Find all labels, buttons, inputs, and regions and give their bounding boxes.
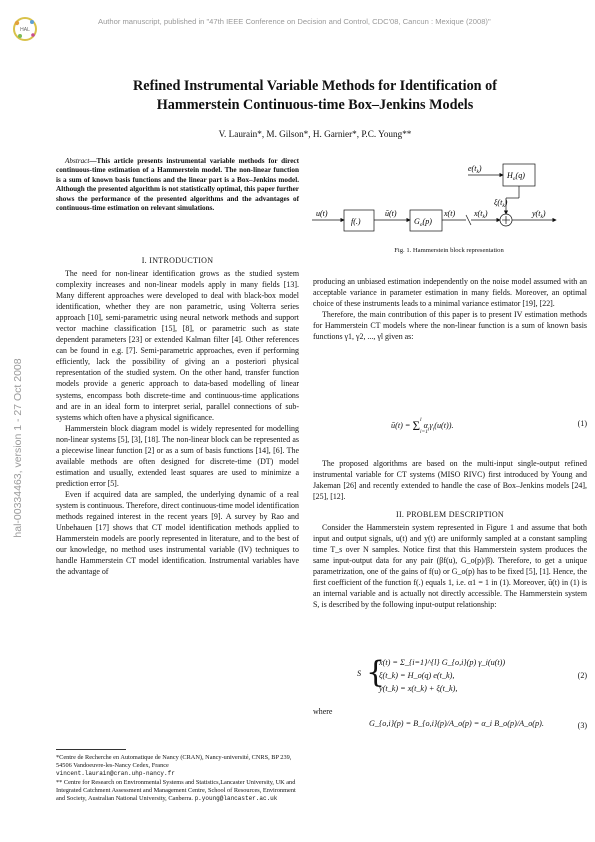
label-Ho: $H_o(q)$ [507, 171, 525, 182]
title-line-1: Refined Instrumental Variable Methods for Identification of [133, 78, 497, 94]
manuscript-header-note: Author manuscript, published in "47th IEEE Conference on Decision and Control, CDC'08, Cancun : Mexique (2008)" [98, 17, 491, 26]
figure-1-caption: Fig. 1. Hammerstein block representation [394, 247, 504, 254]
equation-1 [313, 416, 587, 434]
right-paragraph-4: Consider the Hammerstein system represented in Figure 1 and assume that both input and output signals, u(t) and y(t) are uniformly sampled at a constant sampling time T_s over N samples. Notice first that this Hammerstein system produces the same input-output data for any pair (βf(u), G_o(p)/β). Therefore, to get a unique parametrization, one of the gains of f(u) or G_o(p) has to be fixed [5], [1]. Hence, the first coefficient of the function f(.) equals 1, i.e. α1 = 1 in (1). Moreover, ū(t) in (1) is an internal variable and is actually not directly accessible. The Hammerstein system S, is described by the following input-output relationship: [313, 523, 587, 610]
hal-identifier-text: hal-00334463, version 1 - 27 Oct 2008 [12, 358, 24, 538]
figure-1-block-diagram [310, 160, 588, 240]
footnote-rule [56, 749, 126, 750]
abstract-text: —This article presents instrumental variable methods for direct continuous-time estimation of a Hammerstein model. The non-linear function is a sum of known basis functions and the linear part is a Box–Jenkins model. Although the presented algorithm is not statistically optimal, this paper further shows the performance of the presented algorithms and the advantages of continuous-time estimation on relevant simulations. [56, 157, 299, 213]
right-paragraph-3: The proposed algorithms are based on the multi-input single-output refined instrumental variable for CT systems (MISO RIVC) first introduced by Young and Jakeman [26] and recently extended to handle the case of Box–Jenkins models [24], [25], [12]. [313, 459, 587, 502]
right-column-body-3 [313, 522, 587, 610]
equation-2 [313, 653, 587, 699]
equation-2-brace: { [366, 655, 386, 690]
footnote-2 [56, 779, 299, 803]
label-x: x(t) [444, 209, 456, 218]
equation-2-system [379, 656, 505, 695]
equation-2-lhs: S [357, 669, 362, 678]
intro-paragraph-1: The need for non-linear identification grows as the studied system complexity increases and non-linear models apply in many fields [13]. Many different approaches were developed to deal with black-box model identification, whether they are non parametric, using Volterra series approach [10], semi-parametric using neural network methods and support vector machine classification [15], [8], or parametric such as state dependent parameters [23] or extended Kalman filter [4]. Other references can be found in e.g. [7]. Semi-parametric approaches, even if performing efficiently, lack the possibility of giving an a posteriori physical representation of the studied system. On the other hand, transfer function models provide a generic approach to data-based modelling of linear systems, encompass both discrete-time and continuous-time applications and are in an ideal form to interpret serial, parallel connections of sub-systems which often have a physical significance. [56, 269, 299, 422]
label-e: $e(t_k)$ [468, 164, 482, 175]
intro-paragraph-2: Hammerstein block diagram model is widely represented for modelling non-linear systems [5], [3], [18]. The non-linear block can be represented as a piecewise linear function [2] or as a sum of basis functions [14], [6]. The available methods are often designed for discrete-time (DT) model estimation and usually, extended least squares are used to minimize a prediction error [5]. [56, 423, 299, 488]
equation-2-line-3: y(t_k) = x(t_k) + ξ(t_k), [379, 684, 458, 693]
footnotes [56, 754, 299, 804]
right-paragraph-2: Therefore, the main contribution of this paper is to present IV estimation methods for Hammerstein CT models where the non-linear function is a sum of known basis functions γ1, γ2, ..., γl given as: [313, 310, 587, 342]
right-column-body-2 [313, 458, 587, 502]
section-2-heading: II. PROBLEM DESCRIPTION [395, 510, 505, 519]
label-ubar: ū(t) [385, 209, 397, 218]
equation-3-expression: G_{o,i}(p) = B_{o,i}(p)/A_o(p) = α_i B_o(p)/A_o(p). [369, 719, 544, 728]
intro-paragraph-3: Even if acquired data are sampled, the underlying dynamic of a real system is continuous. Therefore, direct continuous-time model identification methods regained interest in the recent years [9]. A survey by Rao and Unbehauen [17] shows that CT model identification methods applied to Hammerstein models are poorly represented in literature, and to the best of our knowledge, no method uses instrumental variable (IV) techniques to handle Hammerstein CT model identification. Instrumental variables have the advantage of [56, 489, 299, 577]
equation-2-line-1: x(t) = Σ_{i=1}^{l} G_{o,i}(p) γ_i(u(t)) [379, 658, 506, 667]
abstract [56, 157, 299, 214]
right-column-body-1 [313, 276, 587, 342]
label-Go: $G_o(p)$ [414, 217, 432, 228]
equation-2-number: (2) [577, 671, 587, 680]
intro-body [56, 268, 299, 577]
svg-text:HAL: HAL [20, 27, 30, 33]
equation-3 [313, 716, 587, 740]
abstract-label: Abstract [65, 157, 90, 165]
label-xk: $x(t_k)$ [474, 209, 488, 220]
footnote-1: *Centre de Recherche en Automatique de Nancy (CRAN), Nancy-université, CNRS, BP 239, 54506 Vandoeuvre-les-Nancy Cedex, France [56, 754, 292, 770]
section-1-heading: I. INTRODUCTION [141, 256, 214, 265]
paper-title [40, 77, 590, 115]
label-u: u(t) [316, 209, 328, 218]
hal-logo [8, 12, 42, 46]
footnote-2-text: ** Centre for Research on Environmental Systems and Statistics,Lancaster University, UK and Integrated Catchment Assessment and Management Centre, School of Resources, Environment and Society, Australian National University, Canberra. [56, 779, 296, 803]
title-line-2: Hammerstein Continuous-time Box–Jenkins Models [156, 97, 474, 113]
hal-identifier-sidebar [10, 318, 26, 578]
footnote-2-email: p.young@lancaster.ac.uk [194, 795, 278, 803]
label-yk: $y(t_k)$ [532, 209, 546, 220]
equation-1-expression: ū(t) = $\Sigma_{i=1}^l$ $\alpha_i\gamma_i(u(t))$. [391, 417, 454, 435]
footnote-1-email: vincent.laurain@cran.uhp-nancy.fr [56, 770, 175, 778]
where-label: where [313, 707, 333, 716]
equation-1-number: (1) [577, 419, 587, 428]
label-f: f(.) [351, 217, 361, 226]
right-paragraph-1: producing an unbiased estimation independently on the noise model assumed with an acceptable variance in parameter estimation in many fields. Moreover, an optimal choice of these instruments leads to a minimal variance estimator [19], [22]. [313, 277, 587, 309]
author-list: V. Laurain*, M. Gilson*, H. Garnier*, P.C. Young** [218, 129, 412, 139]
equation-3-number: (3) [577, 721, 587, 730]
equation-2-line-2: ξ(t_k) = H_o(q) e(t_k), [379, 671, 455, 680]
label-xi: $\xi(t_k)$ [494, 198, 508, 209]
